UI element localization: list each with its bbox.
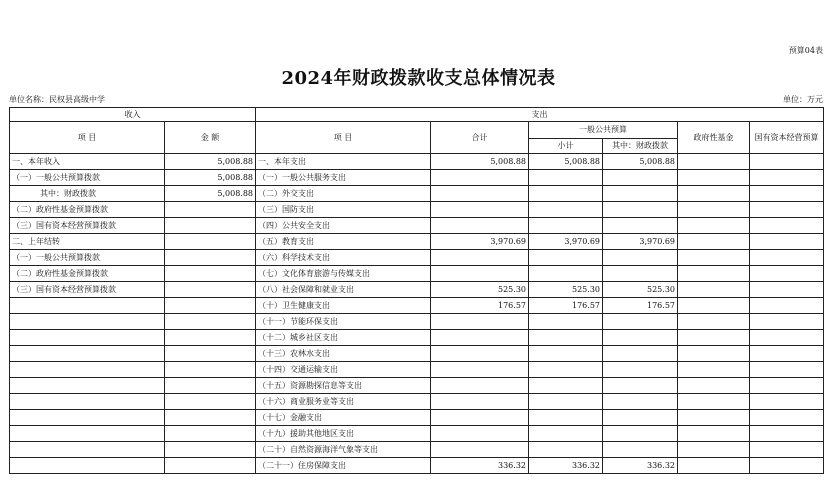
total-cell (431, 170, 529, 186)
fiscal-cell (603, 314, 678, 330)
fiscal-cell (603, 394, 678, 410)
table-row (10, 154, 824, 170)
subtotal-cell (529, 426, 603, 442)
subtotal-cell (529, 250, 603, 266)
header-row-group (10, 108, 824, 122)
gov-fund-cell (678, 330, 750, 346)
income-item-cell (10, 378, 165, 394)
income-item-cell: 一、本年收入 (10, 154, 165, 170)
income-amount-cell (165, 202, 256, 218)
unit-label: 单位：万元 (783, 95, 823, 104)
subtotal-cell (529, 170, 603, 186)
fiscal-cell: 176.57 (603, 298, 678, 314)
expense-item-cell: （十一）节能环保支出 (256, 314, 431, 330)
gov-fund-cell (678, 442, 750, 458)
income-item-cell: （一）一般公共预算拨款 (10, 250, 165, 266)
expense-item-cell: （四）公共安全支出 (256, 218, 431, 234)
fiscal-cell (603, 266, 678, 282)
subtotal-cell: 3,970.69 (529, 234, 603, 250)
table-row (10, 282, 824, 298)
table-body (10, 108, 824, 474)
state-capital-cell (750, 170, 824, 186)
total-cell: 176.57 (431, 298, 529, 314)
fiscal-cell (603, 186, 678, 202)
income-amount-cell (165, 314, 256, 330)
gov-fund-cell (678, 266, 750, 282)
gov-fund-cell (678, 170, 750, 186)
gov-fund-cell (678, 234, 750, 250)
expense-item-cell: （二）外交支出 (256, 186, 431, 202)
subtotal-cell: 176.57 (529, 298, 603, 314)
income-amount-cell (165, 442, 256, 458)
income-amount-cell (165, 394, 256, 410)
income-amount-cell (165, 330, 256, 346)
expense-item-cell: （三）国防支出 (256, 202, 431, 218)
fiscal-cell (603, 410, 678, 426)
subtotal-cell (529, 186, 603, 202)
subtotal-cell (529, 314, 603, 330)
table-row (10, 330, 824, 346)
income-item-cell: （一）一般公共预算拨款 (10, 170, 165, 186)
income-item-cell: （三）国有资本经营预算拨款 (10, 218, 165, 234)
state-capital-cell (750, 298, 824, 314)
table-row (10, 186, 824, 202)
subtotal-cell: 525.30 (529, 282, 603, 298)
expense-item-cell: （五）教育支出 (256, 234, 431, 250)
expense-item-cell: （二十）自然资源海洋气象等支出 (256, 442, 431, 458)
table-row (10, 410, 824, 426)
gov-fund-header: 政府性基金 (678, 122, 750, 154)
total-cell (431, 266, 529, 282)
state-capital-cell (750, 426, 824, 442)
total-cell (431, 410, 529, 426)
income-amount-cell (165, 266, 256, 282)
total-cell: 336.32 (431, 458, 529, 474)
income-item-cell: （二）政府性基金预算拨款 (10, 202, 165, 218)
subtotal-cell (529, 266, 603, 282)
income-item-cell (10, 298, 165, 314)
income-item-cell (10, 426, 165, 442)
gov-fund-cell (678, 362, 750, 378)
state-capital-cell (750, 186, 824, 202)
total-header: 合计 (431, 122, 529, 154)
fiscal-cell: 5,008.88 (603, 154, 678, 170)
table-row (10, 218, 824, 234)
state-capital-cell (750, 394, 824, 410)
total-cell: 3,970.69 (431, 234, 529, 250)
income-item-header: 项 目 (10, 122, 165, 154)
expense-item-cell: （十六）商业服务业等支出 (256, 394, 431, 410)
page-title: 2024年财政拨款收支总体情况表 (281, 68, 556, 89)
table-row (10, 394, 824, 410)
subtotal-cell (529, 330, 603, 346)
budget-table (9, 107, 824, 474)
gov-fund-cell (678, 426, 750, 442)
table-row (10, 378, 824, 394)
gov-fund-cell (678, 458, 750, 474)
expense-item-cell: （七）文化体育旅游与传媒支出 (256, 266, 431, 282)
table-row (10, 458, 824, 474)
expense-item-cell: 一、本年支出 (256, 154, 431, 170)
total-cell (431, 426, 529, 442)
gov-fund-cell (678, 410, 750, 426)
fiscal-header: 其中：财政拨款 (603, 139, 678, 154)
fiscal-cell (603, 202, 678, 218)
total-cell (431, 378, 529, 394)
state-capital-cell (750, 282, 824, 298)
income-item-cell (10, 314, 165, 330)
income-amount-cell: 5,008.88 (165, 170, 256, 186)
income-header: 收入 (10, 108, 256, 122)
table-row (10, 170, 824, 186)
total-cell: 5,008.88 (431, 154, 529, 170)
income-amount-cell (165, 218, 256, 234)
income-amount-cell (165, 298, 256, 314)
income-amount-cell (165, 250, 256, 266)
fiscal-cell (603, 218, 678, 234)
expense-item-cell: （六）科学技术支出 (256, 250, 431, 266)
gov-fund-cell (678, 378, 750, 394)
total-cell (431, 186, 529, 202)
total-cell (431, 346, 529, 362)
state-capital-cell (750, 410, 824, 426)
income-item-cell: （二）政府性基金预算拨款 (10, 266, 165, 282)
state-capital-cell (750, 234, 824, 250)
gov-fund-cell (678, 298, 750, 314)
total-cell (431, 362, 529, 378)
expense-item-cell: （十二）城乡社区支出 (256, 330, 431, 346)
expense-item-cell: （十五）资源勘探信息等支出 (256, 378, 431, 394)
table-row (10, 202, 824, 218)
expense-item-cell: （十三）农林水支出 (256, 346, 431, 362)
income-item-cell (10, 330, 165, 346)
fiscal-cell (603, 378, 678, 394)
income-item-cell (10, 346, 165, 362)
table-row (10, 442, 824, 458)
total-cell (431, 202, 529, 218)
table-row (10, 362, 824, 378)
expense-item-cell: （十）卫生健康支出 (256, 298, 431, 314)
total-cell (431, 330, 529, 346)
gov-fund-cell (678, 154, 750, 170)
fiscal-cell: 3,970.69 (603, 234, 678, 250)
income-item-cell (10, 410, 165, 426)
expense-item-cell: （二十一）住房保障支出 (256, 458, 431, 474)
fiscal-cell (603, 170, 678, 186)
table-row (10, 234, 824, 250)
gov-fund-cell (678, 202, 750, 218)
gov-fund-cell (678, 282, 750, 298)
total-cell (431, 442, 529, 458)
state-capital-cell (750, 458, 824, 474)
expense-item-cell: （一）一般公共服务支出 (256, 170, 431, 186)
general-budget-header: 一般公共预算 (529, 122, 678, 139)
gov-fund-cell (678, 250, 750, 266)
income-amount-cell: 5,008.88 (165, 154, 256, 170)
gov-fund-cell (678, 186, 750, 202)
table-row (10, 250, 824, 266)
income-amount-header: 金 额 (165, 122, 256, 154)
state-capital-cell (750, 250, 824, 266)
income-amount-cell (165, 426, 256, 442)
state-capital-cell (750, 202, 824, 218)
subtotal-cell (529, 442, 603, 458)
income-amount-cell: 5,008.88 (165, 186, 256, 202)
subtotal-cell: 336.32 (529, 458, 603, 474)
state-capital-cell (750, 362, 824, 378)
fiscal-cell (603, 346, 678, 362)
income-amount-cell (165, 346, 256, 362)
gov-fund-cell (678, 218, 750, 234)
state-capital-cell (750, 218, 824, 234)
income-item-cell: （三）国有资本经营预算拨款 (10, 282, 165, 298)
state-capital-header: 国有资本经营预算 (750, 122, 824, 154)
total-cell (431, 314, 529, 330)
state-capital-cell (750, 378, 824, 394)
total-cell: 525.30 (431, 282, 529, 298)
expense-header: 支出 (256, 108, 824, 122)
table-row (10, 314, 824, 330)
header-row-top (10, 122, 824, 139)
expense-item-header: 项 目 (256, 122, 431, 154)
fiscal-cell: 336.32 (603, 458, 678, 474)
fiscal-cell (603, 330, 678, 346)
fiscal-cell: 525.30 (603, 282, 678, 298)
income-amount-cell (165, 362, 256, 378)
fiscal-cell (603, 442, 678, 458)
subtotal-header: 小计 (529, 139, 603, 154)
expense-item-cell: （十七）金融支出 (256, 410, 431, 426)
fiscal-cell (603, 250, 678, 266)
income-item-cell: 其中：财政拨款 (10, 186, 165, 202)
subtotal-cell: 5,008.88 (529, 154, 603, 170)
subtotal-cell (529, 378, 603, 394)
subtotal-cell (529, 394, 603, 410)
expense-item-cell: （十九）援助其他地区支出 (256, 426, 431, 442)
total-cell (431, 218, 529, 234)
income-item-cell (10, 362, 165, 378)
subtotal-cell (529, 218, 603, 234)
table-row (10, 298, 824, 314)
income-amount-cell (165, 282, 256, 298)
income-item-cell (10, 458, 165, 474)
income-item-cell (10, 394, 165, 410)
income-item-cell (10, 442, 165, 458)
table-row (10, 346, 824, 362)
expense-item-cell: （十四）交通运输支出 (256, 362, 431, 378)
gov-fund-cell (678, 314, 750, 330)
gov-fund-cell (678, 394, 750, 410)
income-amount-cell (165, 410, 256, 426)
unit-name: 单位名称：民权县高级中学 (9, 95, 105, 104)
state-capital-cell (750, 266, 824, 282)
table-row (10, 426, 824, 442)
state-capital-cell (750, 154, 824, 170)
subtotal-cell (529, 362, 603, 378)
subtotal-cell (529, 202, 603, 218)
subtotal-cell (529, 346, 603, 362)
table-row (10, 266, 824, 282)
state-capital-cell (750, 314, 824, 330)
state-capital-cell (750, 442, 824, 458)
income-item-cell: 二、上年结转 (10, 234, 165, 250)
income-amount-cell (165, 378, 256, 394)
state-capital-cell (750, 330, 824, 346)
gov-fund-cell (678, 346, 750, 362)
expense-item-cell: （八）社会保障和就业支出 (256, 282, 431, 298)
form-code: 预算04表 (788, 46, 823, 55)
fiscal-cell (603, 426, 678, 442)
income-amount-cell (165, 234, 256, 250)
state-capital-cell (750, 346, 824, 362)
fiscal-cell (603, 362, 678, 378)
subtotal-cell (529, 410, 603, 426)
total-cell (431, 250, 529, 266)
total-cell (431, 394, 529, 410)
income-amount-cell (165, 458, 256, 474)
